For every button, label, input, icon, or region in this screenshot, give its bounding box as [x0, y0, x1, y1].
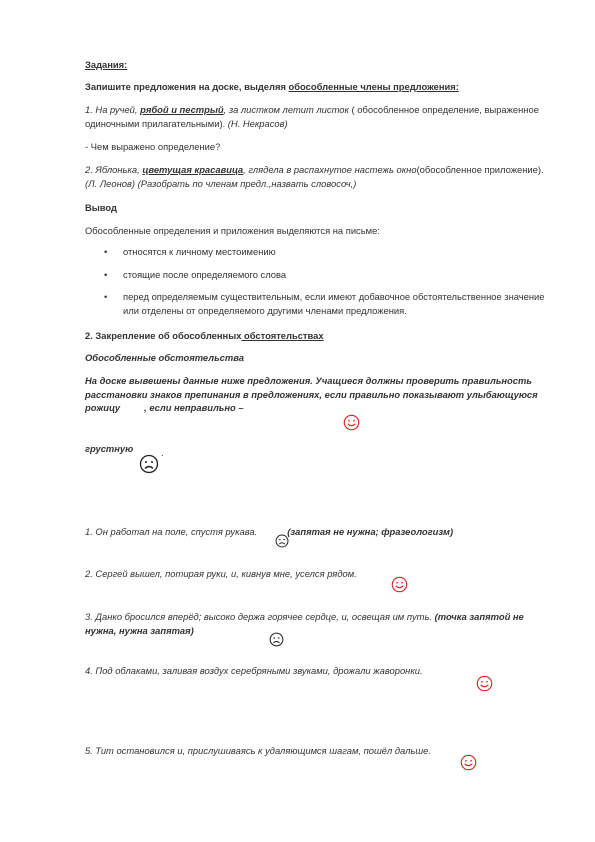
rules-list [85, 245, 555, 326]
smiley-happy-icon [476, 675, 493, 692]
bullet-icon: • [104, 268, 108, 280]
section-subtitle: Обособленные обстоятельства [85, 352, 244, 363]
smiley-happy-icon [343, 414, 360, 431]
list-item: • стоящие после определяемого слова [104, 268, 287, 280]
board-instruction: На доске вывешены данные ниже предложения. Учащиеся должны проверить правильность расстановки знаков препинания в предложениях, если правильно показывают улыбающуюся рожицу , если неправильно – [85, 375, 538, 414]
sentence-1: 1. На ручей, рябой и пестрый, за листком летит листок ( обособленное определение, выраженное одиночными прилагательными). (Н. Некрасов) [85, 104, 539, 129]
example-4: 4. Под облаками, заливая воздух серебряными звуками, дрожали жаворонки. [85, 665, 423, 676]
conclusion-title: Вывод [85, 202, 117, 213]
example-2: 2. Сергей вышел, потирая руки, и, кивнув мне, уселся рядом. [85, 568, 357, 579]
example-1: 1. Он работал на поле, спустя рукава. (запятая не нужна; фразеологизм) [85, 526, 454, 537]
section-2-title: 2. Закрепление об обособленных обстоятельствах [85, 330, 324, 341]
tasks-heading: Задания: [85, 59, 128, 70]
period-mark: . [161, 447, 164, 458]
bullet-icon: • [104, 246, 108, 257]
smiley-happy-icon [460, 754, 477, 771]
smiley-happy-icon [391, 576, 408, 593]
smiley-sad-icon [269, 632, 284, 647]
smiley-sad-icon [139, 454, 159, 474]
sentence-2: 2. Яблонька, цветущая красавица, глядела в распахнутое настежь окно(обособленное приложение). (Л. Леонов) (Разобрать по членам предл.,назвать словосоч,) [85, 164, 544, 189]
task-instruction: Запишите предложения на доске, выделяя обособленные члены предложения: [85, 81, 459, 92]
smiley-sad-icon [275, 534, 289, 548]
list-item: • относятся к личному местоимению [104, 246, 276, 257]
conclusion-text: Обособленные определения и приложения выделяются на письме: [85, 225, 380, 236]
list-item: • перед определяемым существительным, если имеют добавочное обстоятельственное значение или отделены от определяемого другими членами предложения. [104, 291, 545, 316]
bullet-icon: • [104, 291, 108, 303]
example-5: 5. Тит остановился и, прислушиваясь к удаляющимся шагам, пошёл дальше. [85, 745, 431, 756]
board-instruction-sad: грустную [85, 443, 134, 454]
example-3: 3. Данко бросился вперёд; высоко держа горячее сердце, и, освещая им путь. (точка запятой не нужна, нужна запятая) [85, 611, 524, 636]
definition-question: - Чем выражено определение? [85, 141, 221, 152]
